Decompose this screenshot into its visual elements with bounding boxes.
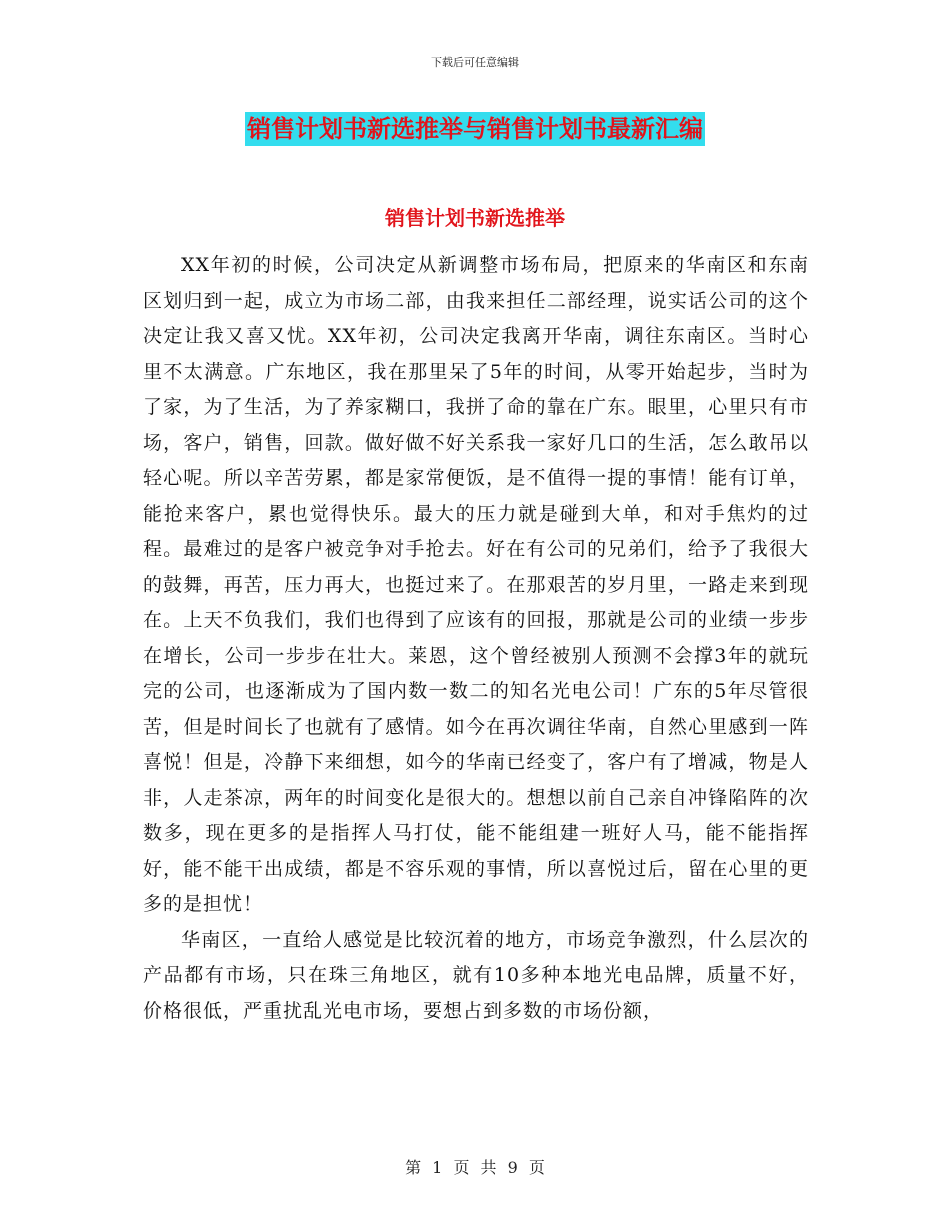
main-title: 销售计划书新选推举与销售计划书最新汇编 xyxy=(245,112,705,146)
section-title: 销售计划书新选推举 xyxy=(385,206,565,230)
header-note: 下载后可任意编辑 xyxy=(431,56,519,69)
paragraph-1: XX年初的时候，公司决定从新调整市场布局，把原来的华南区和东南区划归到一起，成立为市场二部，由我来担任二部经理，说实话公司的这个决定让我又喜又忧。XX年初，公司决定我离开华南，调往东南区。当时心里不太满意。广东地区，我在那里呆了5年的时间，从零开始起步，当时为了家，为了生活，为了养家糊口，我拼了命的靠在广东。眼里，心里只有市场，客户，销售，回款。做好做不好关系我一家好几口的生活，怎么敢吊以轻心呢。所以辛苦劳累，都是家常便饭，是不值得一提的事情！能有订单，能抢来客户，累也觉得快乐。最大的压力就是碰到大单，和对手焦灼的过程。最难过的是客户被竞争对手抢去。好在有公司的兄弟们，给予了我很大的鼓舞，再苦，压力再大，也挺过来了。在那艰苦的岁月里，一路走来到现在。上天不负我们，我们也得到了应该有的回报，那就是公司的业绩一步步在增长，公司一步步在壮大。莱恩，这个曾经被别人预测不会撑3年的就玩完的公司，也逐渐成为了国内数一数二的知名光电公司！广东的5年尽管很苦，但是时间长了也就有了感情。如今在再次调往华南，自然心里感到一阵喜悦！但是，冷静下来细想，如今的华南已经变了，客户有了增减，物是人非，人走茶凉，两年的时间变化是很大的。想想以前自己亲自冲锋陷阵的次数多，现在更多的是指挥人马打仗，能不能组建一班好人马，能不能指挥好，能不能干出成绩，都是不容乐观的事情，所以喜悦过后，留在心里的更多的是担忧！ xyxy=(143,254,809,915)
main-title-container xyxy=(0,112,950,146)
document-body xyxy=(143,248,809,1029)
page-footer: 第 1 页 共 9 页 xyxy=(405,1158,545,1177)
paragraph-2: 华南区，一直给人感觉是比较沉着的地方，市场竞争激烈，什么层次的产品都有市场，只在珠三角地区，就有10多种本地光电品牌，质量不好，价格很低，严重扰乱光电市场，要想占到多数的市场份额， xyxy=(143,928,809,1022)
